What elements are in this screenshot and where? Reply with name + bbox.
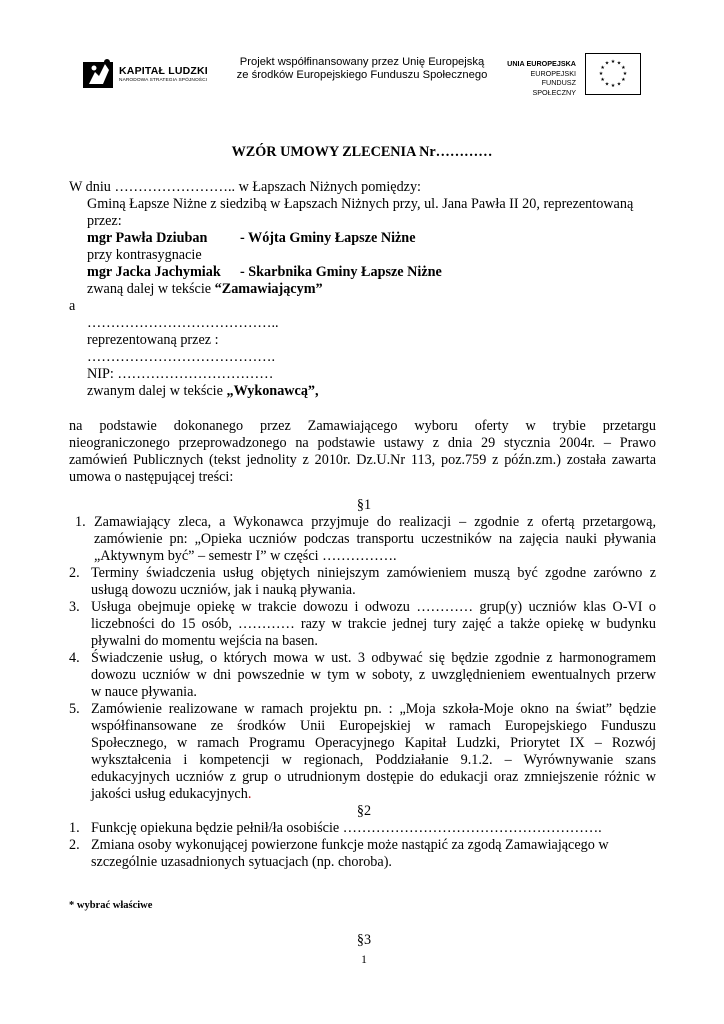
- svg-text:★: ★: [616, 60, 622, 67]
- ordering-party-label: “Zamawiającym”: [214, 281, 323, 297]
- eu-flag-icon: [585, 53, 641, 95]
- s1-item-4-line-2: dowozu uczniów w dni powszednie w tym w soboty, z uwzględnieniem ewentualnych przerw: [91, 667, 656, 683]
- page-number: 1: [361, 954, 367, 966]
- s1-item-5-line-5: edukacyjnych uczniów z grup o utrudnionym dostępie do edukacji oraz zmniejszenie różnic w: [91, 769, 656, 785]
- s1-item-5-line-1: Zamówienie realizowane w ramach projektu pn. : „Moja szkoła-Moje okno na świat” będzie: [91, 701, 656, 717]
- representative-1-role: - Wójta Gminy Łapsze Niżne: [240, 230, 416, 246]
- project-line-2: ze środków Europejskiego Funduszu Społecznego: [236, 69, 488, 81]
- svg-text:★: ★: [600, 65, 605, 71]
- footnote: * wybrać właściwe: [69, 900, 153, 911]
- s1-item-5-line-6-text: jakości usług edukacyjnych: [91, 786, 248, 802]
- s1-item-5-red-period: .: [247, 786, 252, 802]
- eu-line-2: EUROPEJSKI: [530, 68, 576, 78]
- s1-item-2-line-1: Terminy świadczenia usług objętych niniejszym zamówieniem muszą być zgodne zarówno z: [91, 565, 656, 581]
- svg-text:★: ★: [604, 60, 610, 67]
- contractor-label: „Wykonawcą”,: [226, 383, 319, 399]
- s1-item-1-line-1: Zamawiający zleca, a Wykonawca przyjmuje do realizacji – zgodnie z ofertą przetargową,: [94, 514, 656, 530]
- basis-line-1: na podstawie dokonanego przez Zamawiającego wyboru oferty w trybie przetargu: [69, 418, 656, 434]
- s1-item-4-line-1: Świadczenie usług, o których mowa w ust. 3 odbywać się będzie zgodnie z harmonogramem: [91, 650, 656, 666]
- s1-item-4-line-3: w nauce pływania.: [91, 684, 197, 700]
- parties-line-1: W dniu …………………….. w Łapszach Niżnych pomiędzy:: [69, 179, 421, 195]
- svg-text:★: ★: [616, 81, 622, 88]
- section-1-heading: §1: [356, 497, 372, 513]
- s1-item-3-line-1: Usługa obejmuje opiekę w trakcie dowozu i odwozu ………… grup(y) uczniów klas O-VI o: [91, 599, 656, 615]
- representative-blank: ………………………………….: [87, 349, 275, 365]
- section-3-heading: §3: [356, 932, 372, 948]
- basis-line-4: umowa o następującej treści:: [69, 469, 234, 485]
- parties-line-2: Gminą Łapsze Niżne z siedzibą w Łapszach Niżnych przy, ul. Jana Pawła II 20, reprezentowaną: [87, 196, 634, 212]
- kapital-ludzki-title: KAPITAŁ LUDZKI: [119, 65, 208, 77]
- svg-text:★: ★: [600, 77, 605, 83]
- s1-item-1-line-2: zamówienie pn: „Opieka uczniów podczas transportu uczestników na zajęcia nauki pływania: [94, 531, 656, 547]
- s2-item-1-number: 1.: [69, 820, 80, 836]
- kapital-ludzki-subtitle: NARODOWA STRATEGIA SPÓJNOŚCI: [119, 78, 208, 83]
- s1-item-2-line-2: usługą dowozu uczniów, jak i nauką pływania.: [91, 582, 356, 598]
- parties-line-4: przy kontrasygnacie: [87, 247, 202, 263]
- contractor-prefix: zwanym dalej w tekście: [87, 383, 223, 399]
- basis-line-3: zamówień Publicznych (tekst jednolity z 2010r. Dz.U.Nr 113, poz.759 z późn.zm.) została zawarta: [69, 452, 656, 468]
- s1-item-3-line-2: liczebności do 15 osób, ………… razy w trakcie jednej tury zajęć a także opiekę w budynku: [91, 616, 656, 632]
- svg-text:★: ★: [610, 59, 616, 65]
- s1-item-4-number: 4.: [69, 650, 80, 666]
- svg-text:★: ★: [598, 71, 604, 77]
- s1-item-5-number: 5.: [69, 701, 80, 717]
- kapital-ludzki-logo: [83, 56, 213, 92]
- eu-line-1: UNIA EUROPEJSKA: [507, 59, 576, 68]
- svg-text:★: ★: [621, 65, 626, 71]
- s2-item-1-line-1: Funkcję opiekuna będzie pełnił/ła osobiście ……………………………………………….: [91, 820, 602, 836]
- representative-1-name: mgr Pawła Dziuban: [87, 230, 208, 246]
- represented-by: reprezentowaną przez :: [87, 332, 219, 348]
- parties-a: a: [69, 298, 76, 314]
- nip-blank: NIP: ……………………………: [87, 366, 274, 382]
- kapital-ludzki-emblem-icon: [83, 56, 115, 90]
- s1-item-2-number: 2.: [69, 565, 80, 581]
- parties-line-3: przez:: [87, 213, 122, 229]
- representative-2-name: mgr Jacka Jachymiak: [87, 264, 221, 280]
- section-2-heading: §2: [356, 803, 372, 819]
- contractor-name-blank: …………………………………..: [87, 315, 279, 331]
- s2-item-2-number: 2.: [69, 837, 80, 853]
- s2-item-2-line-1: Zmiana osoby wykonującej powierzone funkcje może nastąpić za zgodą Zamawiającego w: [91, 837, 609, 853]
- eu-line-3: FUNDUSZ SPOŁECZNY: [532, 78, 576, 97]
- representative-2-role: - Skarbnika Gminy Łapsze Niżne: [240, 264, 442, 280]
- document-title: WZÓR UMOWY ZLECENIA Nr…………: [231, 144, 493, 160]
- s2-item-2-line-2: szczególnie uzasadnionych sytuacjach (np. choroba).: [91, 854, 392, 870]
- s1-item-3-line-3: pływalni do momentu wejścia na basen.: [91, 633, 318, 649]
- s1-item-1-line-3: „Aktywnym być” – semestr I” w części …………….: [94, 548, 397, 564]
- eu-logo-text: [500, 59, 576, 97]
- s1-item-5-line-6: [91, 786, 251, 803]
- project-cofinancing-text: [224, 56, 500, 82]
- s1-item-3-number: 3.: [69, 599, 80, 615]
- s1-item-5-line-2: współfinansowane ze środków Unii Europejskiej w ramach Europejskiego Funduszu: [91, 718, 656, 734]
- svg-text:★: ★: [621, 77, 626, 83]
- s1-item-5-line-3: Społecznego, w ramach Programu Operacyjnego Kapitał Ludzki, Priorytet IX – Rozwój: [91, 735, 656, 751]
- s1-item-5-line-4: wykształcenia i kompetencji w regionach, Poddziałanie 9.1.2. – Wyrównywanie szans: [91, 752, 656, 768]
- basis-line-2: nieograniczonego przeprowadzonego na podstawie ustawy z dnia 29 stycznia 2004r. – Prawo: [69, 435, 656, 451]
- svg-text:★: ★: [604, 81, 610, 88]
- svg-text:★: ★: [622, 71, 628, 77]
- project-line-1: Projekt współfinansowany przez Unię Europejską: [239, 56, 485, 68]
- svg-text:★: ★: [610, 83, 616, 89]
- ordering-party-prefix: zwaną dalej w tekście: [87, 281, 212, 297]
- parties-line-6: [87, 383, 319, 400]
- parties-line-5: [87, 281, 323, 298]
- s1-item-1-number: 1.: [75, 514, 86, 530]
